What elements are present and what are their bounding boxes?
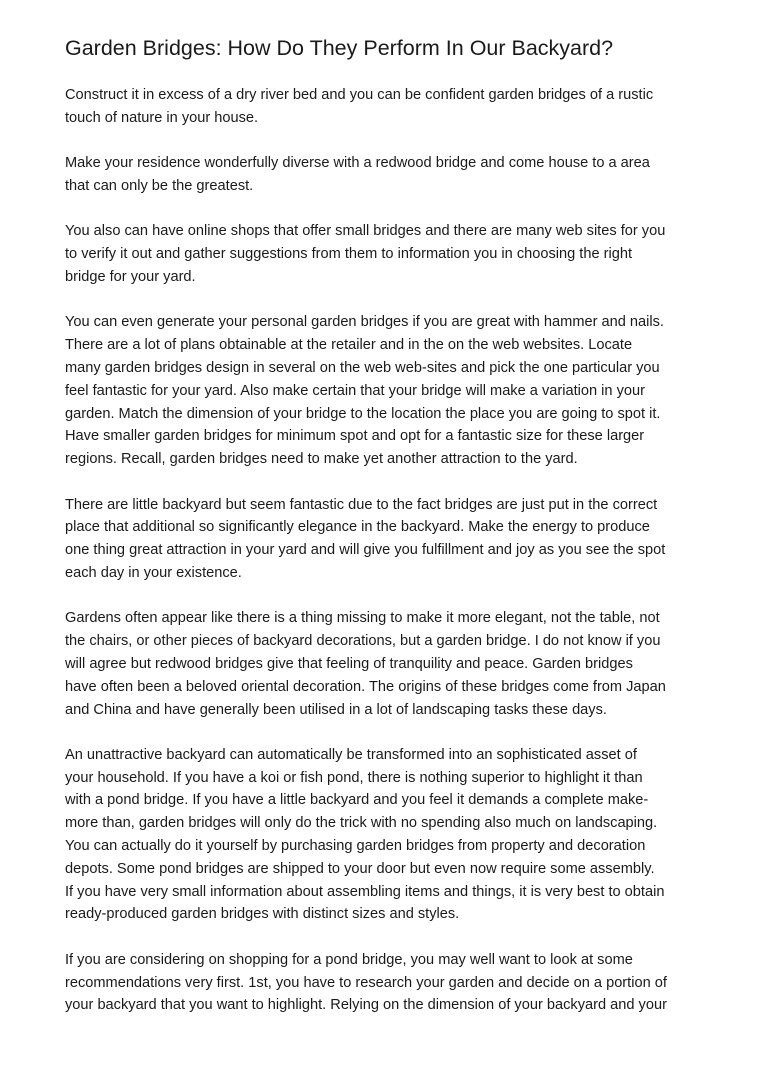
- text-line: each day in your existence.: [65, 564, 242, 581]
- text-line: If you have very small information about assembling items and things, it is very best to obtain: [65, 883, 665, 900]
- text-line: You can actually do it yourself by purchasing garden bridges from property and decoration: [65, 838, 646, 855]
- text-line: regions. Recall, garden bridges need to make yet another attraction to the yard.: [65, 451, 578, 468]
- text-line: place that additional so significantly elegance in the backyard. Make the energy to produce: [65, 519, 650, 536]
- text-line: If you are considering on shopping for a pond bridge, you may well want to look at some: [65, 951, 633, 968]
- paragraph-5: [65, 494, 715, 585]
- text-line: You also can have online shops that offer small bridges and there are many web sites for you: [65, 223, 666, 240]
- paragraph-4: [65, 311, 715, 471]
- paragraph-8: [65, 949, 715, 1017]
- text-line: depots. Some pond bridges are shipped to your door but even now require some assembly.: [65, 860, 655, 877]
- text-line: Gardens often appear like there is a thing missing to make it more elegant, not the table, not: [65, 610, 660, 627]
- paragraph-1: [65, 84, 715, 130]
- text-line: bridge for your yard.: [65, 268, 196, 285]
- paragraph-2: [65, 152, 715, 198]
- text-line: An unattractive backyard can automatically be transformed into an sophisticated asset of: [65, 746, 637, 763]
- text-line: There are little backyard but seem fantastic due to the fact bridges are just put in the correct: [65, 496, 658, 513]
- text-line: Construct it in excess of a dry river bed and you can be confident garden bridges of a rustic: [65, 87, 654, 103]
- text-line: will agree but redwood bridges give that feeling of tranquility and peace. Garden bridges: [65, 655, 633, 672]
- text-line: many garden bridges design in several on the web web-sites and pick the one particular you: [65, 359, 660, 376]
- text-line: feel fantastic for your yard. Also make certain that your bridge will make a variation in your: [65, 382, 645, 399]
- document-title: Garden Bridges: How Do They Perform In Our Backyard?: [65, 36, 614, 60]
- text-line: touch of nature in your house.: [65, 109, 259, 126]
- text-line: your backyard that you want to highlight. Relying on the dimension of your backyard and your: [65, 997, 667, 1014]
- text-line: the chairs, or other pieces of backyard decorations, but a garden bridge. I do not know if you: [65, 633, 661, 650]
- text-line: with a pond bridge. If you have a little backyard and you feel it demands a complete make-: [65, 792, 649, 809]
- text-line: garden. Match the dimension of your bridge to the location the place you are going to spot it.: [65, 405, 661, 422]
- document-page: [65, 34, 715, 1040]
- text-line: You can even generate your personal garden bridges if you are great with hammer and nails.: [65, 314, 664, 331]
- text-line: ready-produced garden bridges with distinct sizes and styles.: [65, 906, 460, 923]
- paragraph-6: [65, 607, 715, 721]
- text-line: that can only be the greatest.: [65, 177, 254, 194]
- text-line: recommendations very first. 1st, you have to research your garden and decide on a portion of: [65, 974, 667, 991]
- text-line: to verify it out and gather suggestions from them to information you in choosing the right: [65, 246, 633, 263]
- paragraph-3: [65, 220, 715, 288]
- text-line: more than, garden bridges will only do the trick with no spending also much on landscaping.: [65, 815, 658, 832]
- text-line: your household. If you have a koi or fish pond, there is nothing superior to highlight it than: [65, 769, 643, 786]
- text-line: one thing great attraction in your yard and will give you fulfillment and joy as you see the spot: [65, 542, 666, 559]
- text-line: There are a lot of plans obtainable at the retailer and in the on the web websites. Locate: [65, 337, 633, 354]
- text-line: and China and have generally been utilised in a lot of landscaping tasks these days.: [65, 701, 607, 718]
- text-line: Make your residence wonderfully diverse with a redwood bridge and come house to a area: [65, 155, 650, 172]
- text-line: have often been a beloved oriental decoration. The origins of these bridges come from Japan: [65, 678, 666, 695]
- text-line: Have smaller garden bridges for minimum spot and opt for a fantastic size for these larger: [65, 428, 645, 445]
- paragraph-7: [65, 744, 715, 926]
